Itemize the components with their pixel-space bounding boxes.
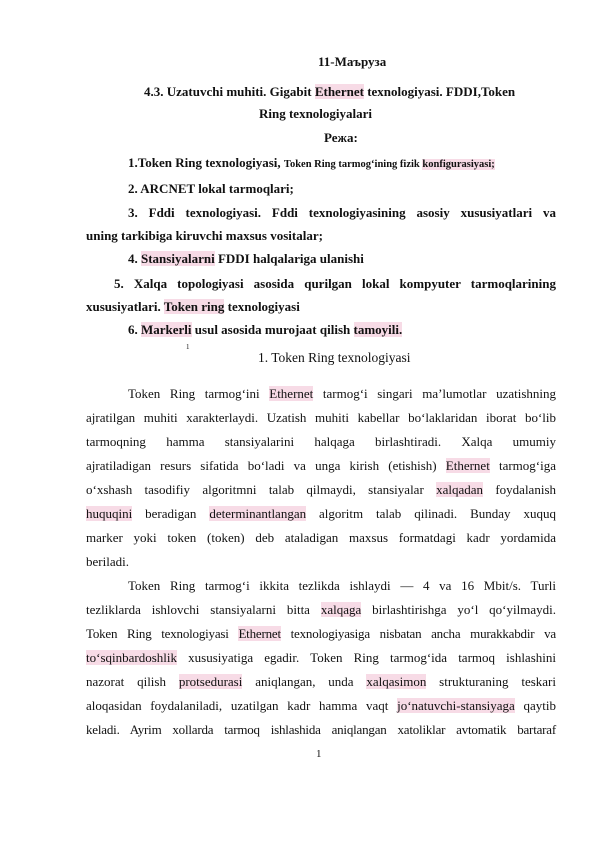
p1-l4-text-end: tarmog‘iga xyxy=(489,458,556,473)
p2-l3-text-end: texnologiyasiga nisbatan ancha murakkabdir va xyxy=(280,626,556,641)
paragraph-1-line-7: marker yoki token (token) deb ataladigan maxsus formatdagi kadr yordamida xyxy=(86,530,556,545)
title-text: 4.3. Uzatuvchi muhiti. Gigabit xyxy=(144,84,315,99)
p2-l6-text: aloqasidan foydalaniladi, uzatilgan kadr hamma vaqt xyxy=(86,698,398,713)
p1-l4-highlight: Ethernet xyxy=(445,458,490,473)
p1-l5-text-end: foydalanish xyxy=(483,482,557,497)
paragraph-1-line-4 xyxy=(86,458,556,474)
plan-item-6-num: 6. xyxy=(128,322,141,337)
paragraph-2-line-5 xyxy=(86,674,556,690)
paragraph-2-line-1: Token Ring tarmog‘i ikkita tezlikda ishlaydi — 4 va 16 Mbit/s. Turli xyxy=(128,578,556,593)
plan-item-1 xyxy=(128,155,495,173)
paragraph-1-line-8: beriladi. xyxy=(86,554,129,569)
paragraph-2-line-7: keladi. Ayrim xollarda tarmoq ishlashida aniqlangan xatoliklar avtomatik bartaraf xyxy=(86,722,556,737)
p2-l3-highlight: Ethernet xyxy=(238,626,281,641)
p2-l6-text-end: qaytib xyxy=(514,698,556,713)
stray-mark: 1 xyxy=(186,343,190,351)
paragraph-2-line-2 xyxy=(86,602,556,618)
title-highlight: Ethernet xyxy=(314,84,364,99)
plan-item-4-num: 4. xyxy=(128,251,141,266)
paragraph-2-line-6 xyxy=(86,698,556,714)
p1-l1-highlight: Ethernet xyxy=(269,386,314,401)
p2-l2-text: tezliklarda ishlovchi stansiyalarni bitta xyxy=(86,602,321,617)
p2-l5-text: nazorat qilish xyxy=(86,674,179,689)
lecture-title-line2: Ring texnologiyalari xyxy=(259,106,373,121)
plan-item-6 xyxy=(128,322,402,338)
plan-item-4 xyxy=(128,251,364,267)
p2-l4-highlight: to‘sqinbardoshlik xyxy=(86,650,177,665)
p1-l5-text: o‘xshash tasodifiy algoritmni talab qilmaydi, stansiyalar xyxy=(86,482,437,497)
plan-item-3-line2: uning tarkibiga kiruvchi maxsus vositalar; xyxy=(86,228,323,243)
p2-l5-text-end: strukturaning teskari xyxy=(426,674,556,689)
plan-item-5-highlight: Token ring xyxy=(163,299,225,314)
plan-item-5-text-end: texnologiyasi xyxy=(224,299,300,314)
plan-item-6-highlight-2: tamoyili. xyxy=(353,322,403,337)
lecture-title-line1 xyxy=(144,84,515,100)
p2-l2-highlight: xalqaga xyxy=(320,602,362,617)
paragraph-1-line-5 xyxy=(86,482,556,498)
plan-item-1-sub-highlight: konfigurasiyasi; xyxy=(422,159,495,170)
plan-item-6-highlight-1: Markerli xyxy=(141,322,192,337)
paragraph-1-line-6 xyxy=(86,506,556,522)
paragraph-2-line-4 xyxy=(86,650,556,666)
p2-l5-highlight-1: protsedurasi xyxy=(178,674,243,689)
paragraph-1-line-2: ajratilgan muhiti xarakterlaydi. Uzatish muhiti kabellar bo‘laklaridan iborat bo‘lib xyxy=(86,410,556,425)
plan-item-3-line1: 3. Fddi texnologiyasi. Fddi texnologiyasining asosiy xususiyatlari va xyxy=(128,205,556,220)
paragraph-1-line-3: tarmoqning hamma stansiyalarini halqaga birlashtiradi. Xalqa umumiy xyxy=(86,434,556,449)
paragraph-2-line-3 xyxy=(86,626,556,642)
plan-item-5-line2 xyxy=(86,299,300,315)
page-number: 1 xyxy=(316,748,322,760)
p1-l5-highlight: xalqadan xyxy=(436,482,484,497)
plan-item-4-text: FDDI halqalariga ulanishi xyxy=(214,251,364,266)
p2-l3-text: Token Ring texnologiyasi xyxy=(86,626,239,641)
p1-l1-text-end: tarmog‘i singari ma’lumotlar uzatishning xyxy=(313,386,557,401)
p2-l4-text: xususiyatiga egadir. Token Ring tarmog‘ida tarmoq ishlashini xyxy=(177,650,556,665)
plan-item-5-line1: 5. Xalqa topologiyasi asosida qurilgan lokal kompyuter tarmoqlarining xyxy=(114,276,556,291)
p2-l5-text-mid: aniqlangan, unda xyxy=(242,674,367,689)
plan-item-5-text: xususiyatlari. xyxy=(86,299,164,314)
p1-l6-highlight-1: huquqini xyxy=(86,506,133,521)
p1-l4-text: ajratiladigan resurs sifatida bo‘ladi va unga kirish (etishish) xyxy=(86,458,446,473)
plan-heading: Режа: xyxy=(324,130,358,145)
plan-item-1-sub: Token Ring tarmog‘ining fizik xyxy=(283,159,423,170)
plan-item-6-text: usul asosida murojaat qilish xyxy=(191,322,354,337)
p2-l2-text-end: birlashtirishga yo‘l qo‘yilmaydi. xyxy=(361,602,556,617)
section-title: 1. Token Ring texnologiyasi xyxy=(258,350,411,365)
p2-l6-highlight: jo‘natuvchi-stansiyaga xyxy=(397,698,515,713)
p2-l5-highlight-2: xalqasimon xyxy=(366,674,427,689)
p1-l6-text: beradigan xyxy=(132,506,210,521)
p1-l6-highlight-2: determinantlangan xyxy=(209,506,307,521)
p1-l1-text: Token Ring tarmog‘ini xyxy=(128,386,270,401)
plan-item-4-highlight: Stansiyalarni xyxy=(141,251,215,266)
p1-l6-text-end: algoritm talab qilinadi. Bunday xuquq xyxy=(306,506,556,521)
lecture-number: 11-Маъруза xyxy=(318,54,387,69)
plan-item-1-main: 1.Token Ring texnologiyasi, xyxy=(128,155,284,170)
title-text-end: texnologiyasi. FDDI,Token xyxy=(363,84,516,99)
paragraph-1-line-1 xyxy=(128,386,556,402)
plan-item-2: 2. ARCNET lokal tarmoqlari; xyxy=(128,181,294,196)
